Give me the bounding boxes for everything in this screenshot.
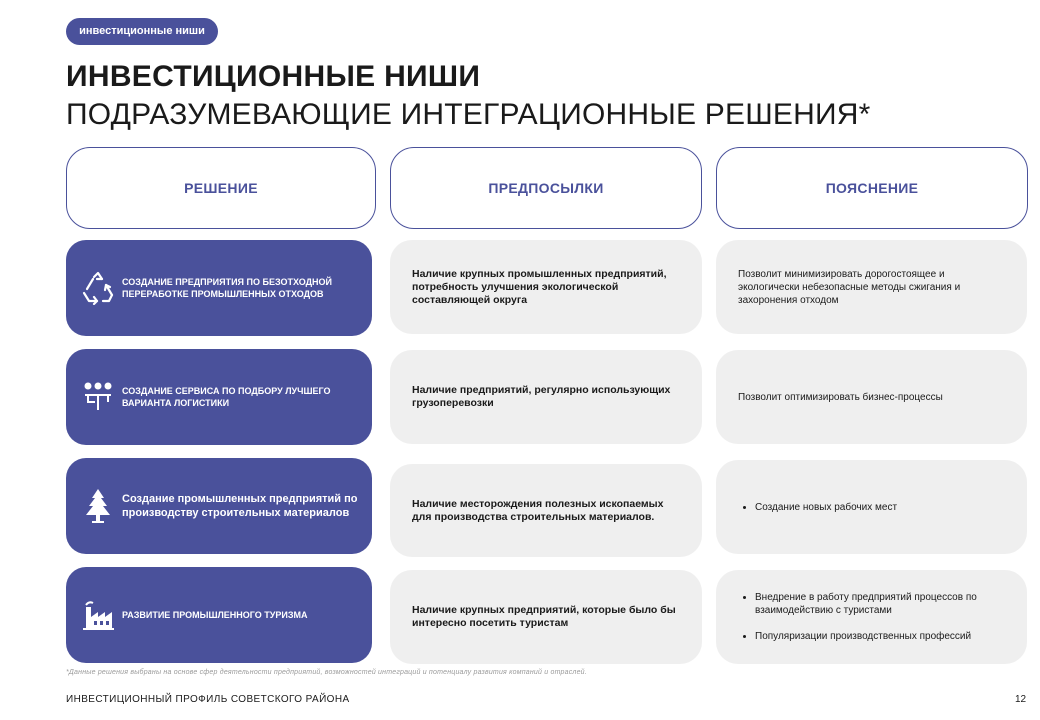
column-header-explanation: ПОЯСНЕНИЕ xyxy=(716,147,1028,229)
section-tag: инвестиционные ниши xyxy=(66,18,218,45)
column-header-solution: РЕШЕНИЕ xyxy=(66,147,376,229)
explanation-list xyxy=(738,591,1007,643)
solution-card xyxy=(66,567,372,663)
tree-icon xyxy=(80,488,116,524)
page-title: ИНВЕСТИЦИОННЫЕ НИШИ xyxy=(66,60,481,93)
recycle-icon xyxy=(80,270,116,306)
solution-card xyxy=(66,458,372,554)
solution-label: РАЗВИТИЕ ПРОМЫШЛЕННОГО ТУРИЗМА xyxy=(122,610,308,620)
explanation-text: Позволит оптимизировать бизнес-процессы xyxy=(738,391,943,403)
column-header-premise: ПРЕДПОСЫЛКИ xyxy=(390,147,702,229)
explanation-text: Позволит минимизировать дорогостоящее и экологически небезопасные методы сжигания и захоронения отходом xyxy=(738,268,961,306)
explanation-list xyxy=(738,501,897,514)
premise-text: Наличие предприятий, регулярно использующих грузоперевозки xyxy=(412,384,671,409)
page-subtitle: ПОДРАЗУМЕВАЮЩИЕ ИНТЕГРАЦИОННЫЕ РЕШЕНИЯ* xyxy=(66,98,871,131)
page-number: 12 xyxy=(1015,694,1027,705)
footer-title: ИНВЕСТИЦИОННЫЙ ПРОФИЛЬ СОВЕТСКОГО РАЙОНА xyxy=(66,694,350,705)
premise-text: Наличие крупных предприятий, которые было бы интересно посетить туристам xyxy=(412,604,676,629)
premise-cell xyxy=(390,464,702,557)
solution-card xyxy=(66,349,372,445)
explanation-cell xyxy=(716,570,1027,664)
solution-card xyxy=(66,240,372,336)
premise-cell xyxy=(390,570,702,664)
premise-text: Наличие месторождения полезных ископаемых для производства строительных материалов. xyxy=(412,497,664,523)
logistics-network-icon xyxy=(80,379,116,415)
premise-cell xyxy=(390,240,702,334)
factory-icon xyxy=(80,597,116,633)
solution-label: Создание промышленных предприятий по производству строительных материалов xyxy=(122,493,358,519)
explanation-bullet: • Создание новых рабочих мест xyxy=(755,501,897,514)
solution-label: СОЗДАНИЕ СЕРВИСА ПО ПОДБОРУ ЛУЧШЕГО ВАРИАНТА ЛОГИСТИКИ xyxy=(122,386,331,408)
explanation-cell xyxy=(716,240,1027,334)
explanation-bullet: • Популяризации производственных профессий xyxy=(755,630,1007,643)
solution-label: СОЗДАНИЕ ПРЕДПРИЯТИЯ ПО БЕЗОТХОДНОЙ ПЕРЕРАБОТКЕ ПРОМЫШЛЕННЫХ ОТХОДОВ xyxy=(122,277,333,299)
premise-cell xyxy=(390,350,702,444)
explanation-cell xyxy=(716,460,1027,554)
footnote: *Данные решения выбраны на основе сфер деятельности предприятий, возможностей интеграций и потенциалу развития компаний и отраслей. xyxy=(66,669,587,676)
premise-text: Наличие крупных промышленных предприятий, потребность улучшения экологической составляющей округа xyxy=(412,267,667,306)
explanation-cell xyxy=(716,350,1027,444)
explanation-bullet: • Внедрение в работу предприятий процессов по взаимодействию с туристами xyxy=(755,591,1007,617)
